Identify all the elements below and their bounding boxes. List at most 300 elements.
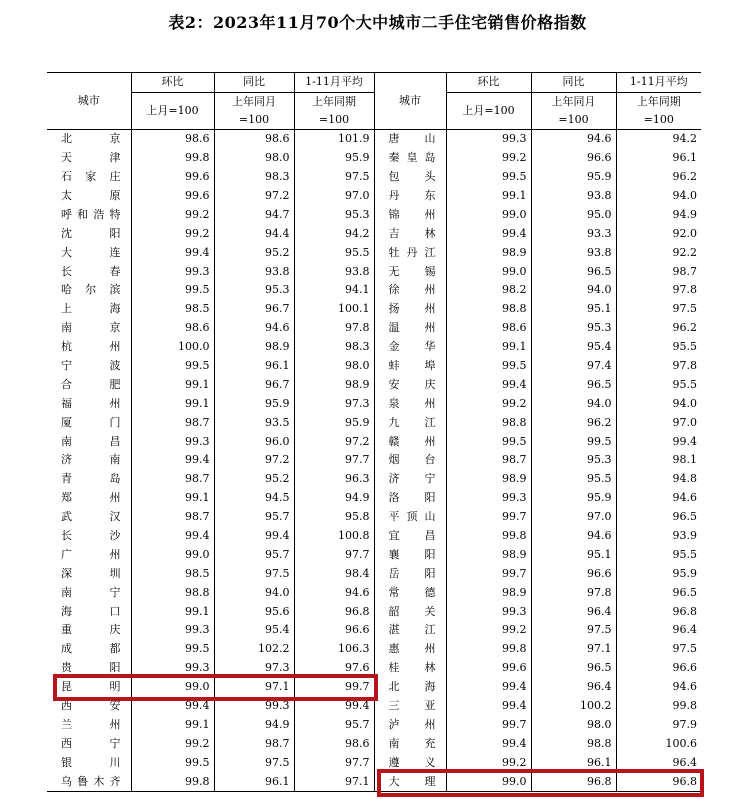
cell-yoy-left: 96.7 bbox=[214, 300, 294, 319]
cell-city-left: 宁波 bbox=[61, 359, 121, 373]
cell-mom-right: 99.2 bbox=[446, 394, 531, 413]
table-row bbox=[47, 394, 701, 413]
cell-yoy-right: 93.8 bbox=[531, 243, 616, 262]
cell-avg-left: 97.7 bbox=[294, 545, 374, 564]
cell-avg-right: 96.1 bbox=[616, 149, 701, 168]
cell-city-right: 湛江 bbox=[374, 621, 446, 640]
cell-mom-left: 98.7 bbox=[131, 413, 214, 432]
cell-avg-left: 98.4 bbox=[294, 564, 374, 583]
cell-avg-left: 97.0 bbox=[294, 187, 374, 206]
cell-avg-left: 97.3 bbox=[294, 394, 374, 413]
cell-yoy-left: 98.3 bbox=[214, 168, 294, 187]
cell-yoy-left: 98.7 bbox=[214, 734, 294, 753]
cell-city-left: 济南 bbox=[61, 453, 121, 467]
cell-city-right: 平顶山 bbox=[374, 508, 446, 527]
cell-city-right: 大理 bbox=[374, 772, 446, 791]
cell-city-right: 遵义 bbox=[374, 753, 446, 772]
cell-mom-left: 98.5 bbox=[131, 300, 214, 319]
cell-city-left: 银川 bbox=[61, 755, 121, 769]
cell-avg-left: 97.1 bbox=[294, 772, 374, 791]
cell-city-left: 太原 bbox=[61, 189, 121, 202]
cell-yoy-right: 95.3 bbox=[531, 451, 616, 470]
cell-mom-right: 99.5 bbox=[446, 357, 531, 376]
cell-yoy-right: 94.0 bbox=[531, 394, 616, 413]
cell-yoy-right: 98.0 bbox=[531, 716, 616, 735]
table-row bbox=[47, 470, 701, 489]
header-yoy-right: 同比 bbox=[531, 73, 616, 93]
cell-mom-left: 99.1 bbox=[131, 602, 214, 621]
cell-yoy-right: 96.2 bbox=[531, 413, 616, 432]
cell-yoy-left: 95.6 bbox=[214, 602, 294, 621]
table-row bbox=[47, 697, 701, 716]
cell-mom-right: 99.7 bbox=[446, 716, 531, 735]
cell-avg-right: 98.1 bbox=[616, 451, 701, 470]
cell-avg-right: 95.5 bbox=[616, 338, 701, 357]
cell-mom-left: 99.5 bbox=[131, 281, 214, 300]
cell-mom-right: 98.9 bbox=[446, 545, 531, 564]
table-row bbox=[47, 319, 701, 338]
cell-avg-right: 96.4 bbox=[616, 621, 701, 640]
cell-avg-left: 97.5 bbox=[294, 168, 374, 187]
cell-city-right: 惠州 bbox=[374, 640, 446, 659]
cell-mom-right: 98.9 bbox=[446, 470, 531, 489]
cell-mom-right: 99.3 bbox=[446, 602, 531, 621]
header-avg-base-right: 上年同期 =100 bbox=[616, 92, 701, 129]
header-mom-right: 环比 bbox=[446, 73, 531, 93]
cell-mom-right: 99.8 bbox=[446, 527, 531, 546]
cell-avg-left: 96.3 bbox=[294, 470, 374, 489]
cell-city-right: 九江 bbox=[374, 413, 446, 432]
cell-avg-right: 94.6 bbox=[616, 489, 701, 508]
cell-avg-right: 97.5 bbox=[616, 640, 701, 659]
cell-avg-right: 96.6 bbox=[616, 659, 701, 678]
cell-city-right: 蚌埠 bbox=[374, 357, 446, 376]
cell-yoy-right: 95.4 bbox=[531, 338, 616, 357]
cell-city-left: 南昌 bbox=[61, 434, 121, 448]
cell-mom-left: 99.3 bbox=[131, 659, 214, 678]
cell-avg-right: 95.5 bbox=[616, 545, 701, 564]
cell-yoy-left: 93.5 bbox=[214, 413, 294, 432]
cell-yoy-right: 96.6 bbox=[531, 149, 616, 168]
cell-yoy-right: 93.3 bbox=[531, 224, 616, 243]
cell-yoy-left: 95.3 bbox=[214, 281, 294, 300]
cell-yoy-left: 97.1 bbox=[214, 678, 294, 697]
cell-avg-left: 97.8 bbox=[294, 319, 374, 338]
cell-yoy-left: 97.5 bbox=[214, 564, 294, 583]
cell-yoy-right: 95.5 bbox=[531, 470, 616, 489]
cell-mom-right: 99.4 bbox=[446, 375, 531, 394]
cell-city-left: 合肥 bbox=[61, 377, 121, 391]
cell-city-right: 秦皇岛 bbox=[374, 149, 446, 168]
cell-yoy-left: 95.2 bbox=[214, 470, 294, 489]
cell-city-right: 烟台 bbox=[374, 451, 446, 470]
cell-mom-left: 99.5 bbox=[131, 357, 214, 376]
cell-city-left: 大连 bbox=[61, 245, 121, 259]
cell-mom-left: 99.3 bbox=[131, 621, 214, 640]
cell-avg-right: 96.5 bbox=[616, 508, 701, 527]
cell-yoy-left: 93.8 bbox=[214, 262, 294, 281]
cell-mom-right: 98.6 bbox=[446, 319, 531, 338]
cell-avg-right: 96.8 bbox=[616, 772, 701, 791]
header-yoy-left: 同比 bbox=[214, 73, 294, 93]
cell-avg-left: 95.9 bbox=[294, 149, 374, 168]
cell-mom-left: 98.6 bbox=[131, 129, 214, 148]
cell-mom-right: 99.4 bbox=[446, 697, 531, 716]
table-row bbox=[47, 187, 701, 206]
price-index-table bbox=[47, 72, 701, 792]
cell-mom-left: 98.5 bbox=[131, 564, 214, 583]
cell-avg-left: 95.9 bbox=[294, 413, 374, 432]
table-row bbox=[47, 489, 701, 508]
cell-city-left: 呼和浩特 bbox=[61, 207, 121, 221]
cell-city-left: 乌鲁木齐 bbox=[47, 772, 131, 791]
header-yoy-base-right: 上年同月 =100 bbox=[531, 92, 616, 129]
table-row bbox=[47, 545, 701, 564]
cell-yoy-right: 95.0 bbox=[531, 205, 616, 224]
cell-mom-left: 99.5 bbox=[131, 753, 214, 772]
cell-mom-left: 99.8 bbox=[131, 772, 214, 791]
cell-city-left: 石家庄 bbox=[61, 170, 121, 184]
cell-yoy-right: 95.9 bbox=[531, 168, 616, 187]
cell-mom-right: 99.5 bbox=[446, 168, 531, 187]
cell-yoy-left: 95.7 bbox=[214, 508, 294, 527]
table-row bbox=[47, 338, 701, 357]
cell-mom-left: 99.2 bbox=[131, 734, 214, 753]
cell-city-right: 包头 bbox=[374, 168, 446, 187]
cell-yoy-left: 98.6 bbox=[214, 129, 294, 148]
cell-city-left: 沈阳 bbox=[61, 226, 121, 240]
cell-avg-right: 93.9 bbox=[616, 527, 701, 546]
cell-mom-left: 99.1 bbox=[131, 375, 214, 394]
cell-mom-left: 98.7 bbox=[131, 470, 214, 489]
cell-yoy-left: 94.9 bbox=[214, 716, 294, 735]
cell-avg-right: 92.2 bbox=[616, 243, 701, 262]
table-row bbox=[47, 753, 701, 772]
cell-yoy-left: 99.4 bbox=[214, 527, 294, 546]
table-row bbox=[47, 432, 701, 451]
cell-mom-left: 99.1 bbox=[131, 716, 214, 735]
cell-avg-right: 99.4 bbox=[616, 432, 701, 451]
cell-avg-left: 100.8 bbox=[294, 527, 374, 546]
cell-city-right: 吉林 bbox=[374, 224, 446, 243]
table-row bbox=[47, 583, 701, 602]
cell-yoy-left: 94.7 bbox=[214, 205, 294, 224]
cell-yoy-left: 98.0 bbox=[214, 149, 294, 168]
cell-city-right: 丹东 bbox=[374, 187, 446, 206]
cell-yoy-right: 96.5 bbox=[531, 262, 616, 281]
cell-yoy-left: 95.2 bbox=[214, 243, 294, 262]
cell-avg-left: 95.8 bbox=[294, 508, 374, 527]
cell-mom-left: 99.5 bbox=[131, 640, 214, 659]
cell-yoy-right: 95.3 bbox=[531, 319, 616, 338]
cell-city-left: 成都 bbox=[61, 642, 121, 656]
cell-avg-left: 93.8 bbox=[294, 262, 374, 281]
cell-mom-left: 98.7 bbox=[131, 508, 214, 527]
cell-city-right: 泸州 bbox=[374, 716, 446, 735]
header-yoy-base-left: 上年同月 =100 bbox=[214, 92, 294, 129]
cell-mom-right: 99.8 bbox=[446, 640, 531, 659]
cell-yoy-left: 97.3 bbox=[214, 659, 294, 678]
table-row bbox=[47, 224, 701, 243]
cell-avg-right: 94.9 bbox=[616, 205, 701, 224]
cell-mom-left: 99.3 bbox=[131, 432, 214, 451]
cell-avg-right: 95.9 bbox=[616, 564, 701, 583]
cell-city-right: 北海 bbox=[374, 678, 446, 697]
header-avg-base-left: 上年同期 =100 bbox=[294, 92, 374, 129]
cell-avg-left: 95.5 bbox=[294, 243, 374, 262]
cell-yoy-left: 94.4 bbox=[214, 224, 294, 243]
cell-city-right: 三亚 bbox=[374, 697, 446, 716]
cell-avg-right: 97.8 bbox=[616, 281, 701, 300]
cell-avg-left: 94.6 bbox=[294, 583, 374, 602]
cell-city-left: 南宁 bbox=[61, 585, 121, 599]
cell-mom-left: 99.6 bbox=[131, 187, 214, 206]
cell-mom-left: 99.0 bbox=[131, 678, 214, 697]
cell-city-left: 海口 bbox=[61, 604, 121, 618]
table-body bbox=[47, 129, 701, 791]
cell-city-right: 襄阳 bbox=[374, 545, 446, 564]
cell-avg-right: 99.8 bbox=[616, 697, 701, 716]
cell-mom-right: 99.7 bbox=[446, 564, 531, 583]
cell-yoy-right: 97.1 bbox=[531, 640, 616, 659]
table-row bbox=[47, 564, 701, 583]
table-row bbox=[47, 413, 701, 432]
cell-city-right: 常德 bbox=[374, 583, 446, 602]
cell-mom-right: 99.2 bbox=[446, 753, 531, 772]
table-row bbox=[47, 621, 701, 640]
cell-yoy-right: 96.1 bbox=[531, 753, 616, 772]
cell-yoy-left: 95.4 bbox=[214, 621, 294, 640]
table-row bbox=[47, 281, 701, 300]
header-city-right: 城市 bbox=[374, 73, 446, 130]
table-row bbox=[47, 659, 701, 678]
cell-city-right: 泉州 bbox=[374, 394, 446, 413]
cell-avg-right: 94.0 bbox=[616, 394, 701, 413]
cell-city-right: 洛阳 bbox=[374, 489, 446, 508]
cell-mom-left: 98.8 bbox=[131, 583, 214, 602]
cell-avg-right: 97.5 bbox=[616, 300, 701, 319]
cell-yoy-left: 97.2 bbox=[214, 187, 294, 206]
cell-avg-left: 95.3 bbox=[294, 205, 374, 224]
cell-avg-right: 96.4 bbox=[616, 753, 701, 772]
cell-yoy-right: 93.8 bbox=[531, 187, 616, 206]
cell-city-left: 郑州 bbox=[61, 491, 121, 505]
cell-mom-right: 98.2 bbox=[446, 281, 531, 300]
cell-mom-right: 99.7 bbox=[446, 508, 531, 527]
table-row bbox=[47, 678, 701, 697]
cell-mom-left: 99.0 bbox=[131, 545, 214, 564]
table-row bbox=[47, 451, 701, 470]
cell-mom-right: 99.5 bbox=[446, 432, 531, 451]
cell-mom-left: 99.4 bbox=[131, 451, 214, 470]
cell-avg-right: 95.5 bbox=[616, 375, 701, 394]
table-row bbox=[47, 508, 701, 527]
cell-mom-right: 98.8 bbox=[446, 413, 531, 432]
cell-avg-right: 97.9 bbox=[616, 716, 701, 735]
cell-yoy-right: 94.6 bbox=[531, 129, 616, 148]
table-row bbox=[47, 602, 701, 621]
table-row bbox=[47, 375, 701, 394]
cell-yoy-left: 95.7 bbox=[214, 545, 294, 564]
cell-mom-right: 99.4 bbox=[446, 678, 531, 697]
cell-yoy-right: 97.4 bbox=[531, 357, 616, 376]
cell-yoy-left: 96.7 bbox=[214, 375, 294, 394]
cell-city-left: 厦门 bbox=[61, 415, 121, 429]
cell-avg-left: 98.6 bbox=[294, 734, 374, 753]
cell-city-left: 武汉 bbox=[61, 510, 121, 524]
cell-mom-right: 99.2 bbox=[446, 149, 531, 168]
cell-city-left: 上海 bbox=[61, 302, 121, 316]
cell-yoy-right: 94.6 bbox=[531, 527, 616, 546]
cell-city-right: 韶关 bbox=[374, 602, 446, 621]
cell-avg-left: 96.8 bbox=[294, 602, 374, 621]
cell-avg-left: 101.9 bbox=[294, 129, 374, 148]
cell-yoy-left: 99.3 bbox=[214, 697, 294, 716]
cell-city-left: 重庆 bbox=[61, 623, 121, 637]
cell-yoy-right: 96.8 bbox=[531, 772, 616, 791]
cell-mom-right: 98.7 bbox=[446, 451, 531, 470]
cell-mom-left: 99.4 bbox=[131, 243, 214, 262]
cell-yoy-right: 97.8 bbox=[531, 583, 616, 602]
cell-city-right: 岳阳 bbox=[374, 564, 446, 583]
cell-city-right: 温州 bbox=[374, 319, 446, 338]
table-row bbox=[47, 772, 701, 791]
cell-mom-left: 99.4 bbox=[131, 697, 214, 716]
cell-yoy-right: 95.1 bbox=[531, 300, 616, 319]
cell-city-left: 北京 bbox=[61, 132, 121, 146]
cell-yoy-left: 97.2 bbox=[214, 451, 294, 470]
cell-city-left: 西宁 bbox=[61, 736, 121, 750]
cell-avg-right: 94.0 bbox=[616, 187, 701, 206]
header-avg-left: 1-11月平均 bbox=[294, 73, 374, 93]
cell-mom-right: 99.0 bbox=[446, 205, 531, 224]
cell-avg-left: 97.7 bbox=[294, 451, 374, 470]
cell-mom-right: 99.4 bbox=[446, 224, 531, 243]
table-row bbox=[47, 168, 701, 187]
table-row bbox=[47, 716, 701, 735]
cell-yoy-right: 99.5 bbox=[531, 432, 616, 451]
table-row bbox=[47, 300, 701, 319]
cell-avg-left: 98.9 bbox=[294, 375, 374, 394]
cell-avg-right: 97.0 bbox=[616, 413, 701, 432]
cell-city-left: 兰州 bbox=[61, 717, 121, 731]
cell-mom-left: 99.1 bbox=[131, 489, 214, 508]
cell-avg-left: 94.1 bbox=[294, 281, 374, 300]
table-row bbox=[47, 640, 701, 659]
cell-yoy-right: 96.4 bbox=[531, 602, 616, 621]
cell-city-left: 哈尔滨 bbox=[61, 283, 121, 297]
cell-mom-left: 99.1 bbox=[131, 394, 214, 413]
cell-city-left: 杭州 bbox=[61, 340, 121, 354]
cell-yoy-left: 96.0 bbox=[214, 432, 294, 451]
cell-avg-left: 97.2 bbox=[294, 432, 374, 451]
cell-avg-left: 98.0 bbox=[294, 357, 374, 376]
cell-avg-left: 100.1 bbox=[294, 300, 374, 319]
cell-city-left: 西安 bbox=[61, 699, 121, 713]
cell-yoy-left: 94.5 bbox=[214, 489, 294, 508]
cell-yoy-left: 94.6 bbox=[214, 319, 294, 338]
cell-city-left: 南京 bbox=[61, 321, 121, 335]
cell-avg-right: 96.5 bbox=[616, 583, 701, 602]
cell-avg-right: 96.2 bbox=[616, 319, 701, 338]
header-city-left: 城市 bbox=[47, 73, 131, 130]
cell-yoy-right: 96.5 bbox=[531, 659, 616, 678]
cell-city-right: 徐州 bbox=[374, 281, 446, 300]
cell-yoy-left: 95.9 bbox=[214, 394, 294, 413]
cell-mom-right: 99.3 bbox=[446, 129, 531, 148]
cell-yoy-left: 102.2 bbox=[214, 640, 294, 659]
table-row bbox=[47, 262, 701, 281]
cell-mom-right: 99.3 bbox=[446, 489, 531, 508]
cell-avg-left: 99.7 bbox=[294, 678, 374, 697]
cell-city-left: 长沙 bbox=[61, 529, 121, 543]
cell-yoy-left: 94.0 bbox=[214, 583, 294, 602]
cell-mom-left: 99.3 bbox=[131, 262, 214, 281]
cell-city-right: 南充 bbox=[374, 734, 446, 753]
cell-mom-right: 98.9 bbox=[446, 243, 531, 262]
cell-city-right: 金华 bbox=[374, 338, 446, 357]
cell-yoy-right: 97.5 bbox=[531, 621, 616, 640]
table-row bbox=[47, 149, 701, 168]
cell-mom-left: 98.6 bbox=[131, 319, 214, 338]
cell-avg-left: 94.9 bbox=[294, 489, 374, 508]
header-mom-base-right: 上月=100 bbox=[446, 92, 531, 129]
cell-yoy-right: 95.9 bbox=[531, 489, 616, 508]
cell-avg-left: 98.3 bbox=[294, 338, 374, 357]
header-mom-base-left: 上月=100 bbox=[131, 92, 214, 129]
table-row bbox=[47, 129, 701, 148]
cell-city-left: 昆明 bbox=[61, 680, 121, 694]
cell-mom-left: 99.2 bbox=[131, 205, 214, 224]
cell-yoy-left: 96.1 bbox=[214, 772, 294, 791]
cell-avg-left: 97.7 bbox=[294, 753, 374, 772]
table-row bbox=[47, 205, 701, 224]
cell-yoy-left: 98.9 bbox=[214, 338, 294, 357]
cell-mom-right: 99.1 bbox=[446, 338, 531, 357]
cell-mom-right: 98.8 bbox=[446, 300, 531, 319]
cell-yoy-left: 97.5 bbox=[214, 753, 294, 772]
cell-mom-left: 99.2 bbox=[131, 224, 214, 243]
cell-yoy-right: 95.1 bbox=[531, 545, 616, 564]
cell-city-left: 广州 bbox=[61, 547, 121, 561]
cell-avg-left: 99.4 bbox=[294, 697, 374, 716]
cell-yoy-right: 96.5 bbox=[531, 375, 616, 394]
cell-city-left: 贵阳 bbox=[61, 661, 121, 675]
cell-city-right: 济宁 bbox=[374, 470, 446, 489]
cell-avg-right: 96.8 bbox=[616, 602, 701, 621]
cell-mom-left: 99.6 bbox=[131, 168, 214, 187]
cell-city-left: 长春 bbox=[61, 264, 121, 278]
cell-city-right: 宜昌 bbox=[374, 527, 446, 546]
cell-yoy-right: 97.0 bbox=[531, 508, 616, 527]
cell-avg-right: 94.8 bbox=[616, 470, 701, 489]
cell-avg-right: 92.0 bbox=[616, 224, 701, 243]
header-avg-right: 1-11月平均 bbox=[616, 73, 701, 93]
cell-city-right: 桂林 bbox=[374, 659, 446, 678]
cell-yoy-right: 100.2 bbox=[531, 697, 616, 716]
cell-avg-right: 94.6 bbox=[616, 678, 701, 697]
cell-mom-left: 100.0 bbox=[131, 338, 214, 357]
table-title: 表2：2023年11月70个大中城市二手住宅销售价格指数 bbox=[168, 13, 587, 32]
cell-avg-left: 106.3 bbox=[294, 640, 374, 659]
cell-mom-right: 99.0 bbox=[446, 772, 531, 791]
cell-mom-right: 99.1 bbox=[446, 187, 531, 206]
cell-mom-left: 99.8 bbox=[131, 149, 214, 168]
cell-city-left: 深圳 bbox=[61, 566, 121, 580]
cell-city-left: 福州 bbox=[61, 396, 121, 410]
cell-city-right: 赣州 bbox=[374, 432, 446, 451]
cell-avg-right: 97.8 bbox=[616, 357, 701, 376]
